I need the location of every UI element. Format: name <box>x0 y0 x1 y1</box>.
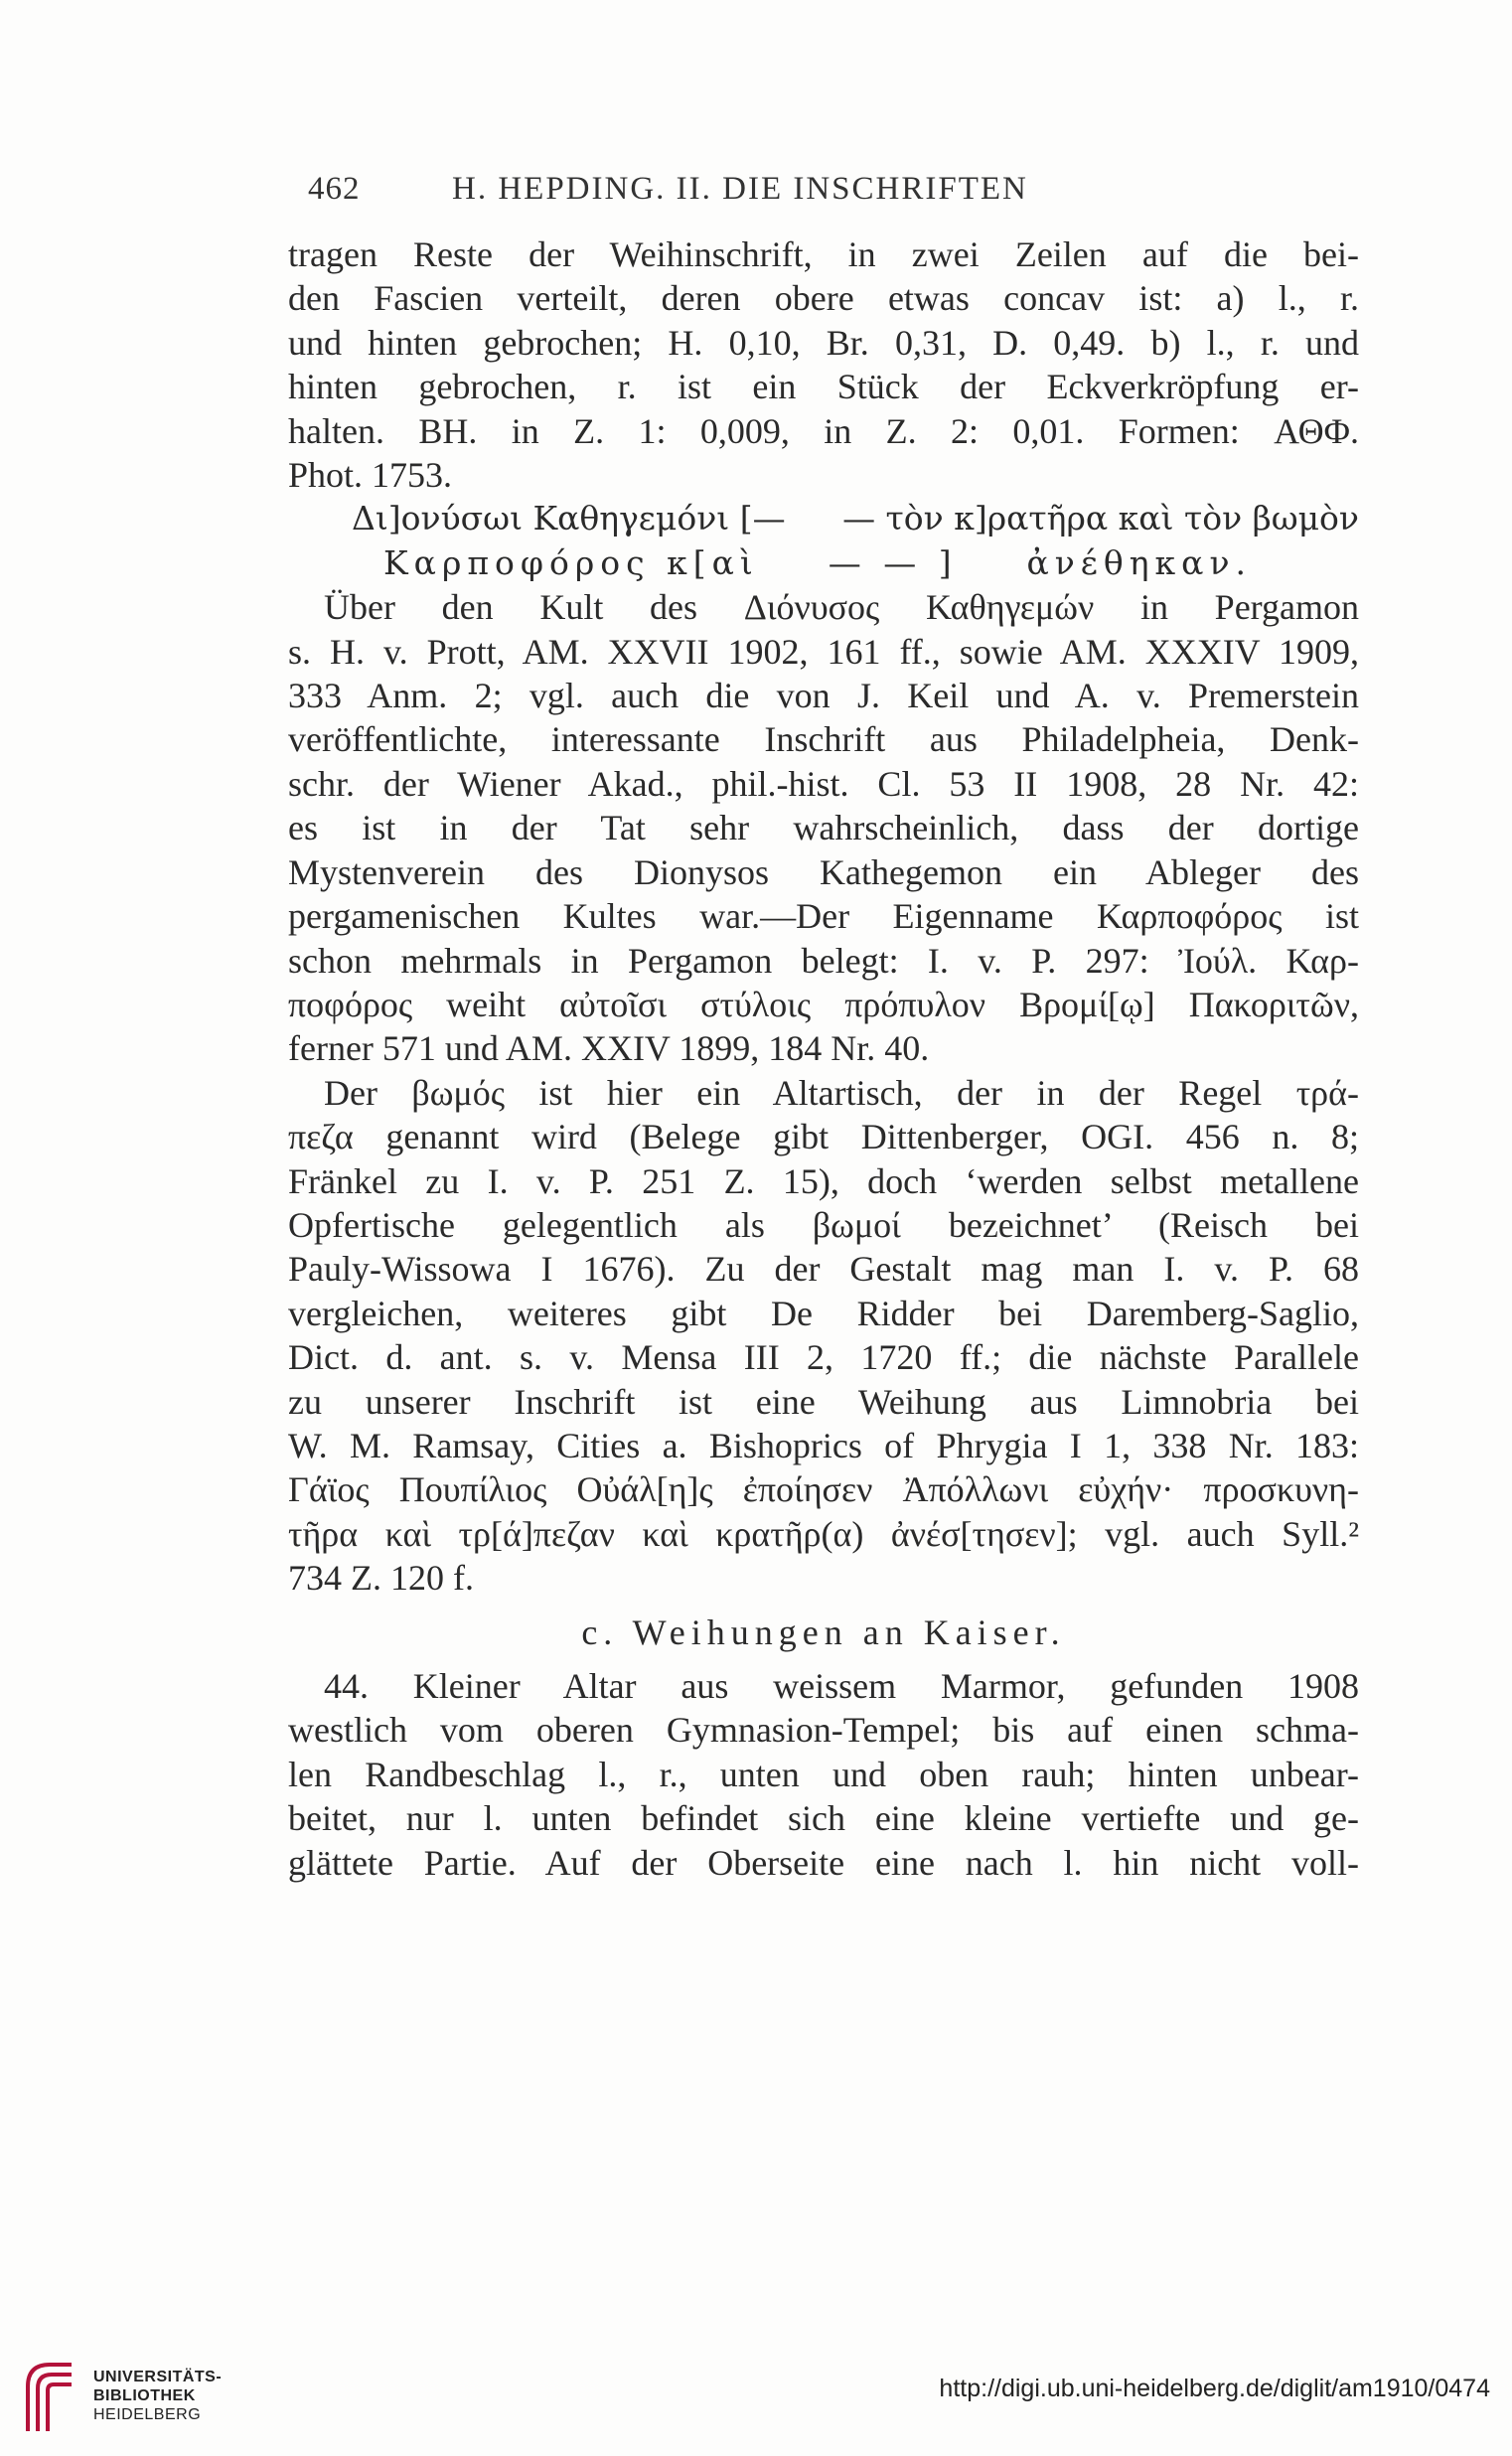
paragraph-1 <box>288 232 1359 497</box>
text-line: tragen Reste der Weihinschrift, in zwei Zeilen auf die bei- <box>288 234 1359 274</box>
library-name <box>93 2368 222 2424</box>
inscription-line-2-left: Καρποφόρος κ[αὶ <box>383 542 759 582</box>
text-line: Fränkel zu I. v. P. 251 Z. 15), doch ‘werden selbst metallene <box>288 1160 1359 1201</box>
text-line: τῆρα καὶ τρ[ά]πεζαν καὶ κρατῆρ(α) ἀνέσ[τησεν]; vgl. auch Syll.² <box>288 1513 1359 1554</box>
library-name-line-1: UNIVERSITÄTS- <box>93 2369 223 2385</box>
page-number: 462 <box>308 171 361 207</box>
text-line: Opfertische gelegentlich als βωμοί bezeichnet’ (Reisch bei <box>288 1204 1359 1245</box>
text-line: veröffentlichte, interessante Inschrift aus Philadelpheia, Denk- <box>288 719 1359 760</box>
text-line: pergamenischen Kultes war.—Der Eigenname Καρποφόρος ist <box>288 896 1359 937</box>
paragraph-3 <box>288 1071 1359 1601</box>
text-line: Mystenverein des Dionysos Kathegemon ein Ableger des <box>288 851 1359 892</box>
text-line: W. M. Ramsay, Cities a. Bishoprics of Phrygia I 1, 338 Nr. 183: <box>288 1425 1359 1465</box>
text-line: Γάϊος Πουπίλιος Οὐάλ[η]ς ἐποίησεν Ἀπόλλωνι εὐχήν· προσκυνη- <box>288 1469 1359 1510</box>
text-line: Über den Kult des Διόνυσος Καθηγεμών in Pergamon <box>324 587 1359 628</box>
text-line: den Fascien verteilt, deren obere etwas concav ist: a) l., r. <box>288 278 1359 319</box>
section-heading <box>288 1611 1359 1654</box>
text-line: schr. der Wiener Akad., phil.-hist. Cl. 53 II 1908, 28 Nr. 42: <box>288 763 1359 804</box>
paragraph-2-body <box>288 630 1359 1071</box>
inscription-line-1 <box>288 497 1359 540</box>
greek-inscription <box>288 497 1359 585</box>
text-line: Pauly-Wissowa I 1676). Zu der Gestalt mag man I. v. P. 68 <box>288 1249 1359 1290</box>
inscription-line-2-mid: — — ] <box>828 542 958 582</box>
text-line: halten. BH. in Z. 1: 0,009, in Z. 2: 0,01. Formen: ΑΘΦ. <box>288 410 1359 451</box>
inscription-line-2-right: ἀνέθηκαν. <box>1026 542 1252 582</box>
text-line: 333 Anm. 2; vgl. auch die von J. Keil und A. v. Premerstein <box>288 676 1359 716</box>
text-line: es ist in der Tat sehr wahrscheinlich, dass der dortige <box>288 808 1359 848</box>
library-name-line-3: HEIDELBERG <box>93 2406 202 2423</box>
text-line: zu unserer Inschrift ist eine Weihung aus Limnobria bei <box>288 1381 1359 1422</box>
text-line: s. H. v. Prott, AM. XXVII 1902, 161 ff., sowie AM. XXXIV 1909, <box>288 631 1359 672</box>
inscription-line-2 <box>288 541 1359 585</box>
text-line: beitet, nur l. unten befindet sich eine kleine vertiefte und ge- <box>288 1798 1359 1839</box>
text-line: westlich vom oberen Gymnasion-Tempel; bis auf einen schma- <box>288 1710 1359 1751</box>
running-title: H. HEPDING. II. DIE INSCHRIFTEN <box>452 171 1028 207</box>
source-url-link[interactable]: http://digi.ub.uni-heidelberg.de/diglit/am1910/0474 <box>939 2375 1490 2402</box>
text-line: Phot. 1753. <box>288 455 453 496</box>
text-line: Dict. d. ant. s. v. Mensa III 2, 1720 ff.; die nächste Parallele <box>288 1337 1359 1378</box>
paragraph-2 <box>288 585 1359 629</box>
text-line: πεζα genannt wird (Belege gibt Dittenberger, OGI. 456 n. 8; <box>288 1117 1359 1157</box>
inscription-line-1-left: Δι]ονύσωι Καθηγεμόνι [— <box>352 499 786 538</box>
page-body <box>288 232 1359 1885</box>
text-line: ferner 571 und AM. XXIV 1899, 184 Nr. 40. <box>288 1028 930 1069</box>
text-line: len Randbeschlag l., r., unten und oben rauh; hinten unbear- <box>288 1754 1359 1794</box>
digitization-footer <box>0 2345 1512 2456</box>
text-line: schon mehrmals in Pergamon belegt: I. v. P. 297: Ἰούλ. Καρ- <box>288 940 1359 981</box>
text-line: 734 Z. 120 f. <box>288 1558 474 1599</box>
library-name-line-2: BIBLIOTHEK <box>93 2387 196 2404</box>
inscription-line-1-right: — τὸν κ]ρατῆρα καὶ τὸν βωμὸν <box>842 499 1359 538</box>
text-line: vergleichen, weiteres gibt De Ridder bei Daremberg-Saglio, <box>288 1293 1359 1333</box>
text-line: Der βωμός ist hier ein Altartisch, der in der Regel τρά- <box>324 1072 1359 1113</box>
text-line: 44. Kleiner Altar aus weissem Marmor, gefunden 1908 <box>324 1666 1359 1706</box>
section-heading-text: c. Weihungen an Kaiser. <box>581 1612 1066 1652</box>
text-line: hinten gebrochen, r. ist ein Stück der Eckverkröpfung er- <box>288 367 1359 407</box>
library-logo-icon <box>20 2357 79 2436</box>
text-line: ποφόρος weiht αὐτοῖσι στύλοις πρόπυλον Βρομί[ῳ] Πακοριτῶν, <box>288 984 1359 1024</box>
text-line: glättete Partie. Auf der Oberseite eine nach l. hin nicht voll- <box>288 1842 1359 1883</box>
paragraph-4 <box>288 1664 1359 1885</box>
text-line: und hinten gebrochen; H. 0,10, Br. 0,31, D. 0,49. b) l., r. und <box>288 322 1359 363</box>
